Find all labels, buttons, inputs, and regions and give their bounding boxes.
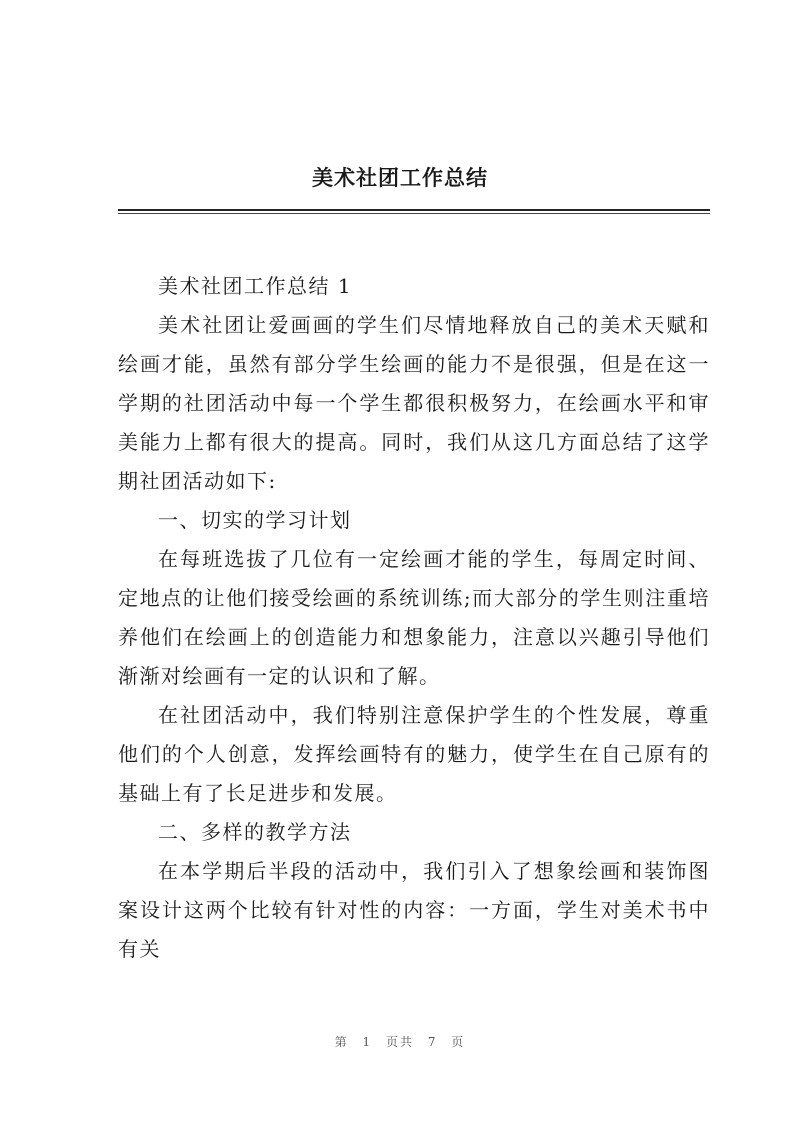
footer-page-number: 1 [362,1035,373,1049]
section-heading: 二、多样的教学方法 [158,820,352,844]
paragraph: 在本学期后半段的活动中，我们引入了想象绘画和装饰图案设计这两个比较有针对性的内容：一方面，学生对美术书中有关 [118,859,710,961]
document-body [118,267,710,969]
page-footer [0,1033,800,1050]
page-title: 美术社团工作总结 [312,166,488,190]
paragraph: 在每班选拔了几位有一定绘画才能的学生，每周定时间、定地点的让他们接受绘画的系统训练;而大部分的学生则注重培养他们在绘画上的创造能力和想象能力，注意以兴趣引导他们渐渐对绘画有一定的认识和了解。 [118,547,710,688]
paragraph: 美术社团让爱画画的学生们尽情地释放自己的美术天赋和绘画才能，虽然有部分学生绘画的能力不是很强，但是在这一学期的社团活动中每一个学生都很积极努力，在绘画水平和审美能力上都有很大的提高。同时，我们从这几方面总结了这学期社团活动如下: [118,313,710,493]
footer-prefix: 第 [334,1035,349,1049]
paragraph: 在社团活动中，我们特别注意保护学生的个性发展，尊重他们的个人创意，发挥绘画特有的魅力，使学生在自己原有的基础上有了长足进步和发展。 [118,703,710,805]
footer-suffix: 页 [451,1035,466,1049]
title-divider [118,209,710,211]
footer-middle: 页共 [385,1035,414,1049]
section-heading: 美术社团工作总结 1 [158,274,353,298]
footer-total-pages: 7 [427,1035,438,1049]
section-heading: 一、切实的学习计划 [158,508,352,532]
title-divider-thin [118,213,710,214]
